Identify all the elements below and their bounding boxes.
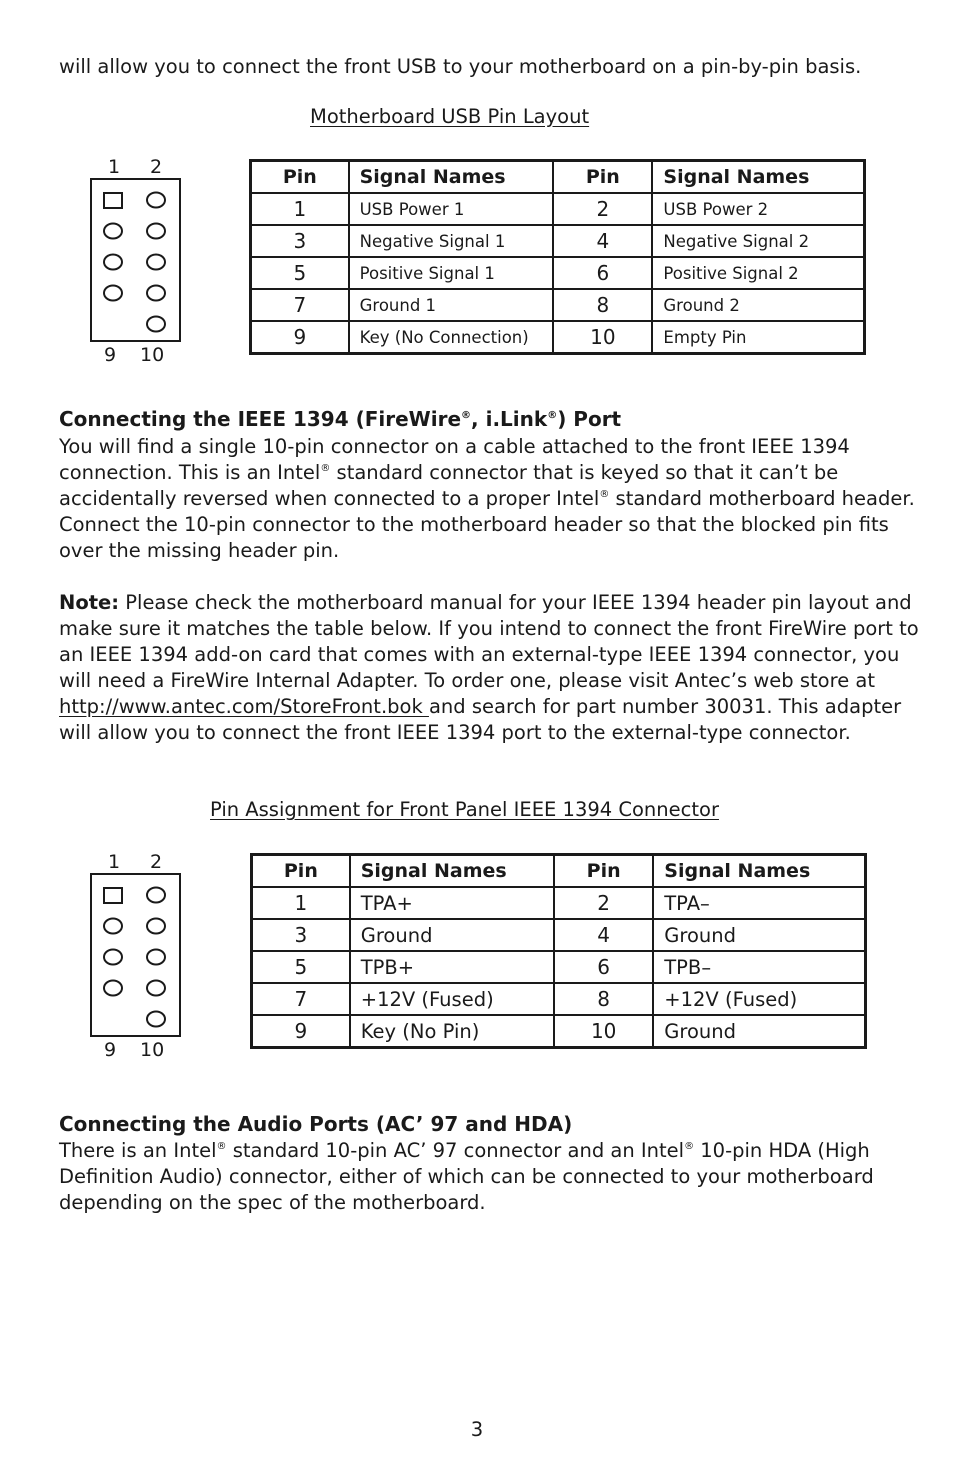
- table-row: [251, 321, 865, 354]
- signal-name-cell: TPB–: [653, 951, 865, 983]
- usb-connector-diagram: [90, 154, 200, 369]
- pin-number-cell: 3: [252, 919, 350, 951]
- paragraph-text: standard motherboard header. Connect the 10-pin connector to the motherboard header so that the blocked pin fits over the missing header pin.: [59, 487, 915, 562]
- paragraph-text: There is an Intel: [59, 1139, 217, 1162]
- pin-label-2: 2: [150, 851, 163, 873]
- column-header: Pin: [251, 161, 349, 194]
- column-header: Signal Names: [350, 855, 554, 888]
- table-row: [251, 257, 865, 289]
- heading-text: ) Port: [557, 407, 622, 431]
- column-header: Signal Names: [349, 161, 554, 194]
- column-header: Signal Names: [653, 855, 865, 888]
- table-row: [252, 1015, 866, 1048]
- pin-label-1: 1: [108, 156, 121, 178]
- pin-number-cell: 3: [251, 225, 349, 257]
- pin-number-cell: 10: [554, 1015, 653, 1048]
- pin-number-cell: 9: [252, 1015, 350, 1048]
- pin-label-9: 9: [104, 1039, 117, 1061]
- firewire-section-heading: [59, 407, 621, 431]
- signal-name-cell: Key (No Pin): [350, 1015, 554, 1048]
- pin-number-cell: 8: [554, 983, 653, 1015]
- registered-mark: ®: [547, 410, 558, 421]
- pin-number-cell: 4: [553, 225, 652, 257]
- pin-number-cell: 9: [251, 321, 349, 354]
- pin-number-cell: 2: [553, 193, 652, 225]
- signal-name-cell: +12V (Fused): [350, 983, 554, 1015]
- pin-number-cell: 1: [251, 193, 349, 225]
- signal-name-cell: TPB+: [350, 951, 554, 983]
- signal-name-cell: Negative Signal 1: [349, 225, 554, 257]
- heading-text: , i.Link: [471, 407, 548, 431]
- registered-mark: ®: [599, 489, 610, 500]
- signal-name-cell: Positive Signal 2: [652, 257, 864, 289]
- pin-label-1: 1: [108, 851, 121, 873]
- signal-name-cell: Ground: [653, 1015, 865, 1048]
- note-label: Note:: [59, 591, 120, 614]
- signal-name-cell: Ground: [653, 919, 865, 951]
- signal-name-cell: Ground 1: [349, 289, 554, 321]
- usb-header-pins-icon: [90, 178, 182, 342]
- pin-number-cell: 5: [252, 951, 350, 983]
- signal-name-cell: USB Power 2: [652, 193, 864, 225]
- table-row: [251, 193, 865, 225]
- firewire-intro-paragraph: [59, 434, 919, 564]
- pin-number-cell: 8: [553, 289, 652, 321]
- firewire-note-paragraph: [59, 590, 919, 746]
- pin-number-cell: 7: [252, 983, 350, 1015]
- column-header: Pin: [554, 855, 653, 888]
- table-row: [251, 225, 865, 257]
- paragraph-text: and search for part number 30031. This adapter will allow you to connect the front IEEE 1394 port to the external-type connector.: [59, 695, 902, 744]
- pin-number-cell: 5: [251, 257, 349, 289]
- paragraph-text: standard 10-pin AC’ 97 connector and an Intel: [226, 1139, 685, 1162]
- signal-name-cell: +12V (Fused): [653, 983, 865, 1015]
- registered-mark: ®: [684, 1141, 695, 1152]
- pin-number-cell: 1: [252, 887, 350, 919]
- pin-label-2: 2: [150, 156, 163, 178]
- signal-name-cell: Ground 2: [652, 289, 864, 321]
- usb-pin-layout-caption: Motherboard USB Pin Layout: [310, 105, 590, 128]
- table-row: [252, 887, 866, 919]
- paragraph-text: Please check the motherboard manual for your IEEE 1394 header pin layout and make sure it matches the table below. If you intend to connect the front FireWire port to an IEEE 1394 add-on card that comes with an external-type IEEE 1394 connector, you will need a FireWire Internal Adapter. To order one, please visit Antec’s web store at: [59, 591, 919, 692]
- table-header-row: [251, 161, 865, 194]
- antec-store-link[interactable]: http://www.antec.com/StoreFront.bok: [59, 695, 429, 718]
- firewire-pin-table: [250, 853, 867, 1049]
- firewire-header-pins-icon: [90, 873, 182, 1037]
- signal-name-cell: Empty Pin: [652, 321, 864, 354]
- usb-pin-table: [249, 159, 866, 355]
- heading-text: Connecting the IEEE 1394 (FireWire: [59, 407, 462, 431]
- paragraph-text: 10-pin HDA (High Definition Audio) connector, either of which can be connected to your motherboard depending on the spec of the motherboard.: [59, 1139, 874, 1214]
- table-row: [252, 951, 866, 983]
- table-row: [251, 289, 865, 321]
- pin-number-cell: 6: [554, 951, 653, 983]
- intro-paragraph: will allow you to connect the front USB to your motherboard on a pin-by-pin basis.: [59, 55, 862, 78]
- column-header: Pin: [252, 855, 350, 888]
- signal-name-cell: USB Power 1: [349, 193, 554, 225]
- signal-name-cell: Negative Signal 2: [652, 225, 864, 257]
- registered-mark: ®: [461, 410, 472, 421]
- signal-name-cell: Key (No Connection): [349, 321, 554, 354]
- column-header: Pin: [553, 161, 652, 194]
- pin-number-cell: 7: [251, 289, 349, 321]
- firewire-pin-assignment-caption: Pin Assignment for Front Panel IEEE 1394 Connector: [210, 798, 719, 821]
- paragraph-text: standard connector that is keyed so that it can’t be accidentally reversed when connected to a proper Intel: [59, 461, 839, 510]
- signal-name-cell: TPA+: [350, 887, 554, 919]
- page-number: 3: [470, 1418, 484, 1441]
- pin-number-cell: 4: [554, 919, 653, 951]
- registered-mark: ®: [320, 463, 331, 474]
- paragraph-text: You will find a single 10-pin connector on a cable attached to the front IEEE 1394 connection. This is an Intel: [59, 435, 850, 484]
- pin-number-cell: 6: [553, 257, 652, 289]
- signal-name-cell: Positive Signal 1: [349, 257, 554, 289]
- audio-paragraph: [59, 1138, 919, 1216]
- pin-number-cell: 10: [553, 321, 652, 354]
- column-header: Signal Names: [652, 161, 864, 194]
- firewire-connector-diagram: [90, 849, 200, 1064]
- pin-label-10: 10: [140, 1039, 165, 1061]
- table-row: [252, 983, 866, 1015]
- pin-number-cell: 2: [554, 887, 653, 919]
- signal-name-cell: TPA–: [653, 887, 865, 919]
- pin-label-9: 9: [104, 344, 117, 366]
- table-header-row: [252, 855, 866, 888]
- pin-label-10: 10: [140, 344, 165, 366]
- registered-mark: ®: [216, 1141, 227, 1152]
- table-row: [252, 919, 866, 951]
- signal-name-cell: Ground: [350, 919, 554, 951]
- audio-section-heading: Connecting the Audio Ports (AC’ 97 and HDA): [59, 1112, 573, 1136]
